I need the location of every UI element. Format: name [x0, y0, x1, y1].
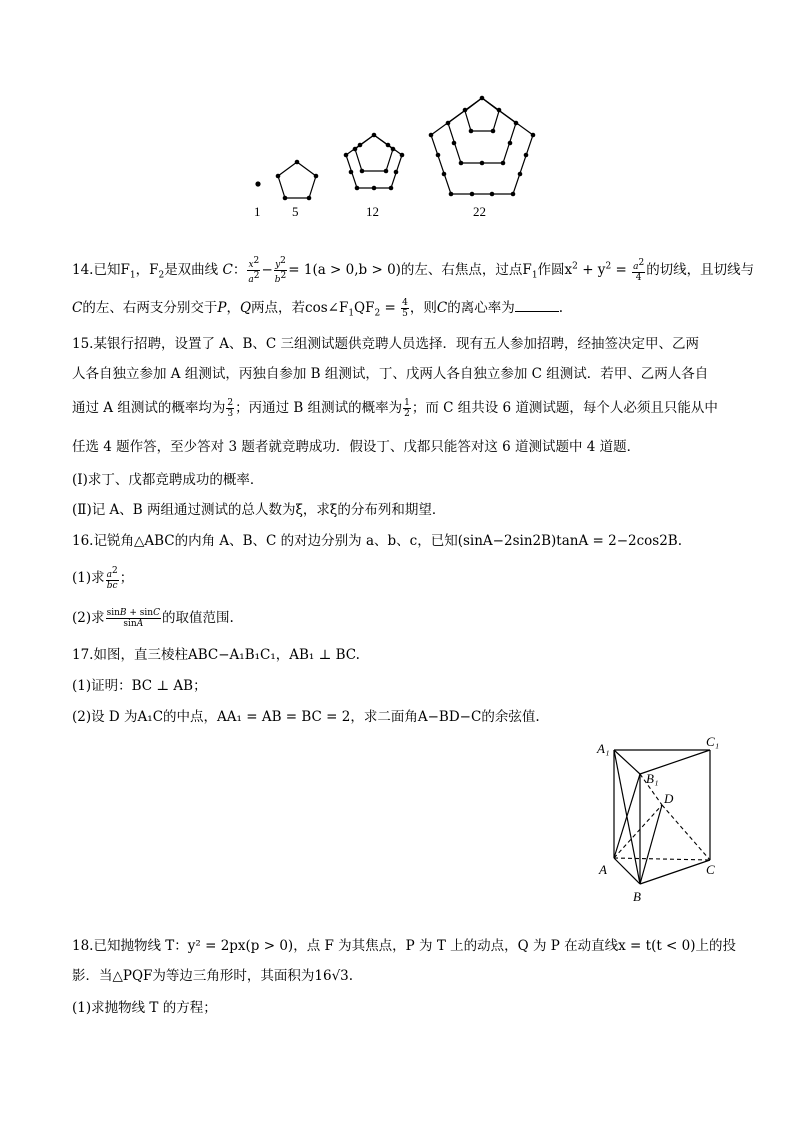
vertex-d-label: D — [664, 791, 674, 806]
vertex-c1-label: C₁ — [706, 734, 720, 749]
q14-line-1: 14.已知$F_1$，$F_2$是双曲线 C： $\frac{x^2}{a^2}$ − $\frac{y^2}{b^2}$ = 1(a > 0,b > 0)的左、右焦点，过点$F_1$作圆$x^2 + y^2$ = $\frac{a^2}{4}$ 的切线，且切线与 — [72, 256, 755, 285]
vertex-b-label: B — [633, 889, 641, 904]
q16-part-1: (1)求 $\frac{a^2}{bc}$ ； — [72, 566, 134, 591]
q15-line-4: 任选 4 题作答，至少答对 3 题者就竞聘成功．假设丁、戊都只能答对这 6 道测试题中 4 道题． — [72, 439, 641, 455]
q15-line-3: 通过 A 组测试的概率均为 $\frac{2}{3}$ ；丙通过 B 组测试的概率为 $\frac{1}{2}$ ；而 C 组共设 6 道测试题，每个人必须且只能从中 — [72, 398, 718, 419]
q15-line-1: 15.某银行招聘，设置了 A、B、C 三组测试题供竞聘人员选择．现有五人参加招聘，经抽签决定甲、乙两 — [72, 336, 700, 352]
q15-part-1: (Ⅰ)求丁、戊都竞聘成功的概率． — [72, 472, 264, 488]
q18-part-1: (1)求抛物线 T 的方程； — [72, 1000, 217, 1016]
q17-part-1: (1)证明：BC ⊥ AB； — [72, 678, 207, 694]
q15-part-2: (Ⅱ)记 A、B 两组通过测试的总人数为ξ，求ξ的分布列和期望． — [72, 502, 446, 518]
vertex-c-label: C — [706, 862, 715, 877]
q15-line-2: 人各自独立参加 A 组测试，丙独自参加 B 组测试，丁、戊两人各自独立参加 C 组测试．若甲、乙两人各自 — [72, 366, 709, 382]
pentagonal-numbers-figure — [240, 88, 550, 228]
q18-line-2: 影．当△PQF为等边三角形时，其面积为16√3. — [72, 968, 354, 984]
vertex-a-label: A — [599, 862, 607, 877]
figure-label-12: 12 — [366, 204, 379, 219]
q17-line-1: 17.如图，直三棱柱ABC−A₁B₁C₁，AB₁ ⊥ BC. — [72, 647, 360, 663]
figure-label-1: 1 — [254, 204, 261, 219]
answer-blank — [515, 299, 559, 312]
q16-line-1: 16.记锐角△ABC的内角 A、B、C 的对边分别为 a、b、c，已知(sinA−2sin2B)tanA = 2−2cos2B. — [72, 533, 683, 549]
q17-part-2: (2)设 D 为A₁C的中点，AA₁ = AB = BC = 2，求二面角A−BD−C的余弦值. — [72, 709, 540, 725]
figure-label-22: 22 — [473, 204, 486, 219]
q18-line-1: 18.已知抛物线 T：y² = 2px(p > 0)，点 F 为其焦点，P 为 T 上的动点，Q 为 P 在动直线x = t(t < 0)上的投 — [72, 938, 737, 954]
prism-figure — [592, 732, 732, 912]
vertex-b1-label: B₁ — [646, 771, 659, 786]
q14-line-2: C的左、右两支分别交于P，Q两点，若$\cos\angle F_1QF_2$ = $\frac{4}{5}$ ，则C的离心率为 . — [72, 298, 563, 319]
vertex-a1-label: A₁ — [597, 741, 610, 756]
figure-label-5: 5 — [292, 204, 299, 219]
q16-part-2: (2)求 $\frac{\sin B + \sin C}{\sin A}$ 的取值范围. — [72, 608, 234, 629]
